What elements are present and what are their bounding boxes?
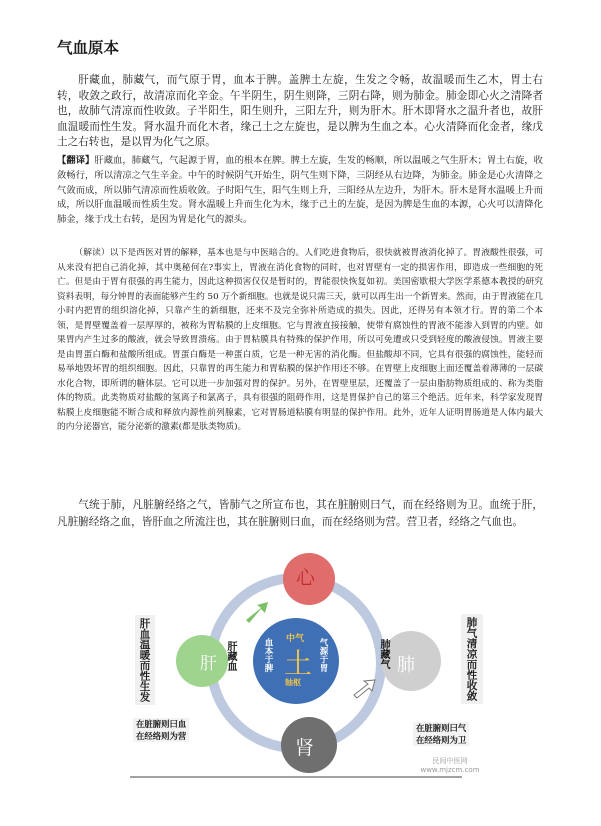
watermark-line-1: 民间中医网 <box>432 757 468 765</box>
watermark-line-2: www.mjzcm.com <box>420 766 480 774</box>
liver-tag: 肝藏血 <box>225 641 236 671</box>
center-earth-label: 土 <box>284 647 313 680</box>
watermark <box>420 757 480 775</box>
right-side-note: 肺气清凉而性收敛 <box>461 614 483 704</box>
bottom-left-line-2: 在经络则为营 <box>136 731 187 741</box>
bottom-left-line-1: 在脏腑则曰血 <box>136 719 187 729</box>
left-inner-label: 血本于脾 <box>263 638 273 672</box>
lung-label: 肺 <box>397 655 415 676</box>
kidney-label: 肾 <box>295 737 315 759</box>
heart-label: 心 <box>296 567 316 589</box>
left-side-note: 肝血温暖而性生发 <box>135 615 155 705</box>
page-title: 气血原本 <box>57 39 120 57</box>
interpretation-text: 以下是西医对胃的解释，基本也是与中医暗合的。人们吃进食物后，很快就被胃液消化掉了。胃液酸性很强，可从来没有把自己消化掉，其中奥秘何在?事实上，胃液在消化食物的同时，也对胃壁有一定的损害作用，即造成一些细胞的死亡。但是由于胃有很强的再生能力，因此这种损害仅仅是暂时的，胃能很快恢复如初。美国密歇根大学医学系德本教授的研究资料表明，每分钟胃的表面能够产生约 50 万个新细胞。也就是说只需三天，就可以再生出一个新胃来。然而，由于胃液能在几小时内把胃的组织溶化掉，只靠产生的新细胞，还来不及完全弥补所造成的损失。因此，还得另有本领才行。胃的第二个本领，是胃壁覆盖着一层厚厚的，被称为胃粘膜的上皮细胞。它与胃液直接接触，使带有腐蚀性的胃液不能渗入到胃的内壁。如果胃内产生过多的酸液，就会导致胃溃疡。由于胃粘膜具有特殊的保护作用，所以可免遭或只受到轻度的酸液侵蚀。胃液主要是由胃蛋白酶和盐酸所组成。胃蛋白酶是一种蛋白质，它是一种无害的消化酶。但盐酸却不同，它具有很强的腐蚀性，能轻而易举地毁坏胃的组织细胞。因此，只靠胃的再生能力和胃粘膜的保护作用还不够。在胃壁上皮细胞上面还覆盖着薄薄的一层碳水化合物，即所谓的糖体层。它可以进一步加强对胃的保护。另外，在胃壁里层，还覆盖了一层由脂肪物质组成的、称为类脂体的物质。此类物质对盐酸的氢离子和氯离子，具有很强的阻碍作用，这是胃保护自己的第三个绝活。近年来，科学家发现胃粘膜上皮细胞能不断合成和释放内源性前列腺素，它对胃肠道粘膜有明显的保护作用。此外，近年人证明胃肠道是人体内最大的内分泌器官，能分泌新的激素(都是肽类物质)。 <box>57 248 544 432</box>
translation-tag: 【翻译】 <box>57 155 95 166</box>
right-inner-label: 气源于胃 <box>318 638 328 672</box>
paragraph-original: 肝藏血，肺藏气，而气原于胃，血本于脾。盖脾土左旋，生发之令畅，故温暖而生乙木，胃土右转，收敛之政行，故清凉而化辛金。午半阴生，阴生则降，三阴右降，则为肺金。肺金即心火之清降者也，故肺气清凉而性收敛。子半阳生，阳生则升，三阳左升，则为肝木。肝木即肾水之温升者也，故肝血温暖而性生发。肾水温升而化木者，缘己土之左旋也，是以脾为生血之本。心火清降而化金者，缘戊土之右转也，是以胃为化气之原。 <box>57 74 543 149</box>
center-top-label: 中气 <box>286 634 305 644</box>
bottom-right-line-2: 在经络则为卫 <box>416 735 467 745</box>
center-bottom-label: 轴枢 <box>285 678 301 687</box>
bottom-left-note <box>133 718 189 742</box>
arrow-up-icon <box>246 602 268 623</box>
interpretation-tag: （解读） <box>74 248 110 258</box>
bottom-right-note <box>413 722 469 746</box>
paragraph-qi-blood: 气统于肺，凡脏腑经络之气，皆肺气之所宣布也，其在脏腑则曰气，而在经络则为卫。血统于肝，凡脏腑经络之血，皆肝血之所流注也，其在脏腑则曰血，而在经络则为营。营卫者，经络之气血也。 <box>57 499 543 528</box>
paragraph-translation <box>57 154 543 228</box>
lung-tag: 肺藏气 <box>378 639 389 669</box>
paragraph-interpretation <box>57 246 543 435</box>
liver-label: 肝 <box>200 654 217 674</box>
translation-text: 肝藏血，肺藏气，气起源于胃，血的根本在脾。脾土左旋，生发的畅顺，所以温暖之气生肝木；胃土右旋，收敛畅行，所以清凉之气生辛金。中午的时候阴气开始生，阴气生则下降，三阴经从右边降，为肺金。肺金是心火清降之气敛而成，所以肺气清凉而性质收敛。子时阳气生，阳气生则上升，三阳经从左边升，为肝木。肝木是肾水温暖上升而成，所以肝血温暖而性质生发。肾水温暖上升而生化为木，缘于己土的左旋，是因为脾是生血的本源，心火可以清降化肺金，缘于戊土右转，是因为胃是化气的源头。 <box>57 155 543 226</box>
bottom-right-line-1: 在脏腑则曰气 <box>416 723 467 733</box>
